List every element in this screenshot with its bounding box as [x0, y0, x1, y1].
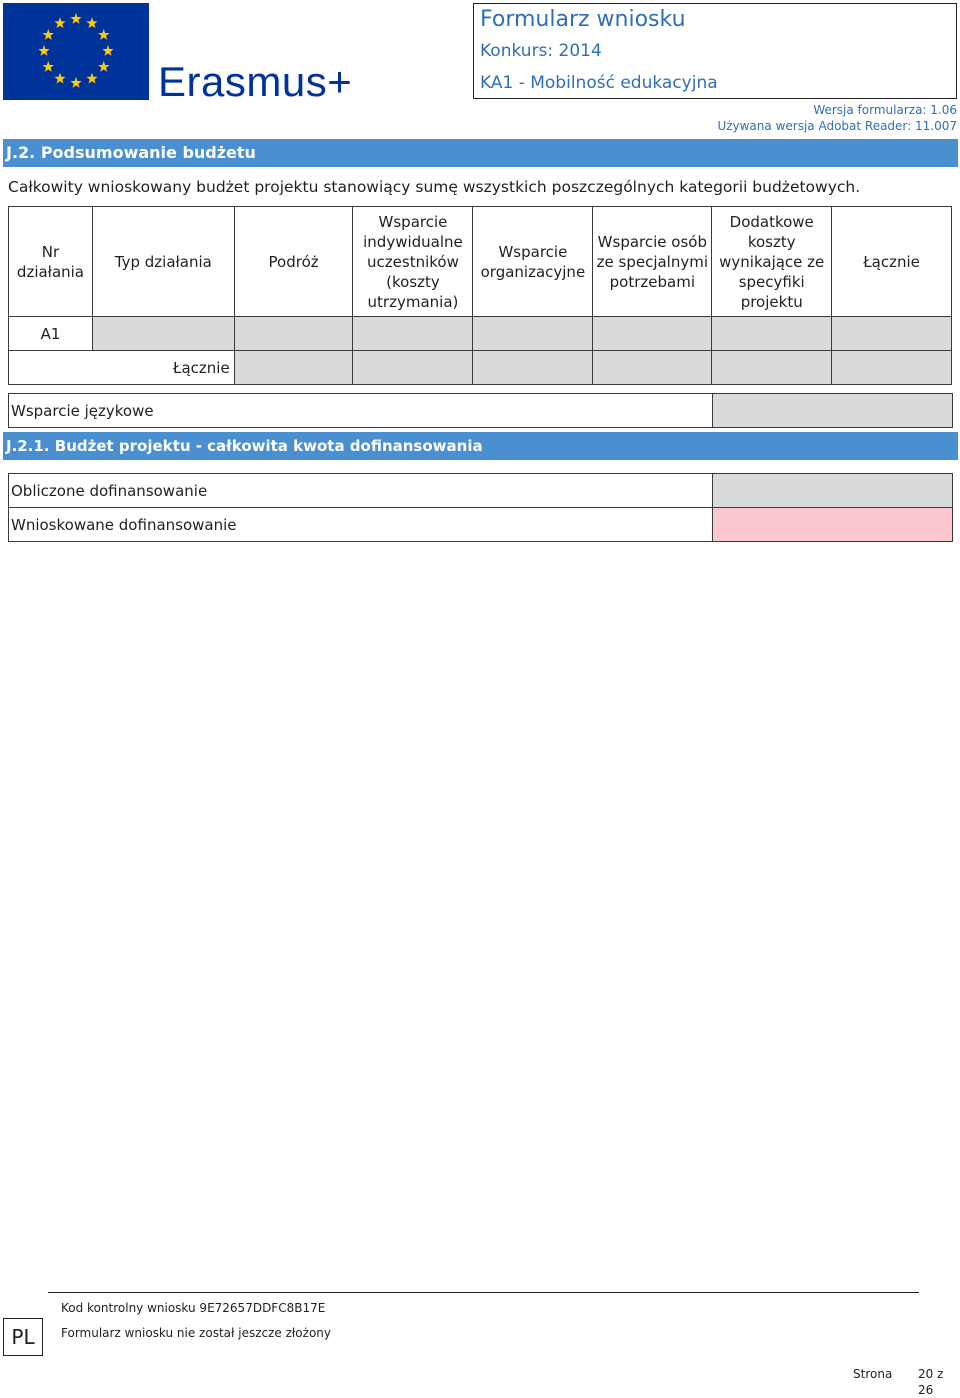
header-typ: Typ działania — [92, 207, 234, 317]
eu-star-icon — [43, 29, 54, 40]
language-support-label: Wsparcie językowe — [9, 394, 713, 428]
section-title: J.2. Podsumowanie budżetu — [6, 143, 256, 162]
eu-stars-icon — [3, 3, 149, 100]
wsparcie-specjalne-field[interactable] — [593, 317, 712, 351]
table-row — [9, 317, 952, 351]
header-dodatkowe-koszty: Dodatkowe koszty wynikające ze specyfiki projektu — [712, 207, 832, 317]
language-support-table — [8, 393, 953, 428]
eu-flag-logo — [3, 3, 149, 100]
wsparcie-indywidualne-field[interactable] — [353, 317, 473, 351]
eu-star-icon — [70, 77, 81, 88]
form-title: Formularz wniosku — [480, 7, 686, 32]
footer-divider — [48, 1292, 919, 1293]
header-wsparcie-indywidualne: Wsparcie indywidualne uczestników (koszty utrzymania) — [353, 207, 473, 317]
form-info-box — [473, 3, 957, 99]
total-wsparcie-indywidualne-field[interactable] — [353, 351, 473, 385]
action-type-label: KA1 - Mobilność edukacyjna — [480, 73, 718, 93]
header-wsparcie-specjalne: Wsparcie osób ze specjalnymi potrzebami — [593, 207, 712, 317]
konkurs-label: Konkurs: 2014 — [480, 41, 602, 61]
control-code: Kod kontrolny wniosku 9E72657DDFC8B17E — [61, 1301, 326, 1315]
eu-star-icon — [54, 73, 65, 84]
total-dodatkowe-koszty-field[interactable] — [712, 351, 832, 385]
eu-star-icon — [102, 45, 113, 56]
eu-star-icon — [86, 73, 97, 84]
language-badge: PL — [3, 1318, 43, 1356]
eu-star-icon — [98, 61, 109, 72]
budget-table — [8, 206, 952, 385]
form-version: Wersja formularza: 1.06 — [813, 103, 957, 117]
eu-star-icon — [38, 45, 49, 56]
total-wsparcie-organizacyjne-field[interactable] — [473, 351, 593, 385]
page-label: Strona — [853, 1367, 893, 1381]
header-podroz: Podróż — [234, 207, 353, 317]
header-wsparcie-organizacyjne: Wsparcie organizacyjne — [473, 207, 593, 317]
typ-dzialania-field[interactable] — [92, 317, 234, 351]
row-id: A1 — [9, 317, 93, 351]
submission-status: Formularz wniosku nie został jeszcze złożony — [61, 1326, 331, 1340]
eu-star-icon — [54, 17, 65, 28]
dodatkowe-koszty-field[interactable] — [712, 317, 832, 351]
header-nr: Nr działania — [9, 207, 93, 317]
total-lacznie-field[interactable] — [832, 351, 952, 385]
lacznie-field[interactable] — [832, 317, 952, 351]
erasmus-logo: Erasmus+ — [158, 58, 353, 105]
calculated-funding-label: Obliczone dofinansowanie — [9, 474, 713, 508]
header-lacznie: Łącznie — [832, 207, 952, 317]
total-wsparcie-specjalne-field[interactable] — [593, 351, 712, 385]
funding-table — [8, 473, 953, 542]
requested-funding-label: Wnioskowane dofinansowanie — [9, 508, 713, 542]
eu-star-icon — [98, 29, 109, 40]
requested-funding-input[interactable] — [713, 508, 953, 542]
section-description: Całkowity wnioskowany budżet projektu stanowiący sumę wszystkich poszczególnych kategorii budżetowych. — [8, 178, 861, 196]
budget-table-header-row — [9, 207, 952, 317]
wsparcie-organizacyjne-field[interactable] — [473, 317, 593, 351]
subsection-title: J.2.1. Budżet projektu - całkowita kwota dofinansowania — [6, 437, 483, 455]
eu-star-icon — [86, 17, 97, 28]
table-row — [9, 474, 953, 508]
page-number: 20 z 26 — [918, 1367, 944, 1397]
eu-star-icon — [70, 13, 81, 24]
table-row — [9, 508, 953, 542]
total-row — [9, 351, 952, 385]
subsection-header-bar — [3, 432, 958, 460]
total-podroz-field[interactable] — [234, 351, 353, 385]
total-label: Łącznie — [9, 351, 235, 385]
section-header-bar — [3, 139, 958, 167]
podroz-field[interactable] — [234, 317, 353, 351]
eu-star-icon — [43, 61, 54, 72]
calculated-funding-field[interactable] — [713, 474, 953, 508]
language-support-field[interactable] — [713, 394, 953, 428]
reader-version: Używana wersja Adobat Reader: 11.007 — [717, 119, 957, 133]
